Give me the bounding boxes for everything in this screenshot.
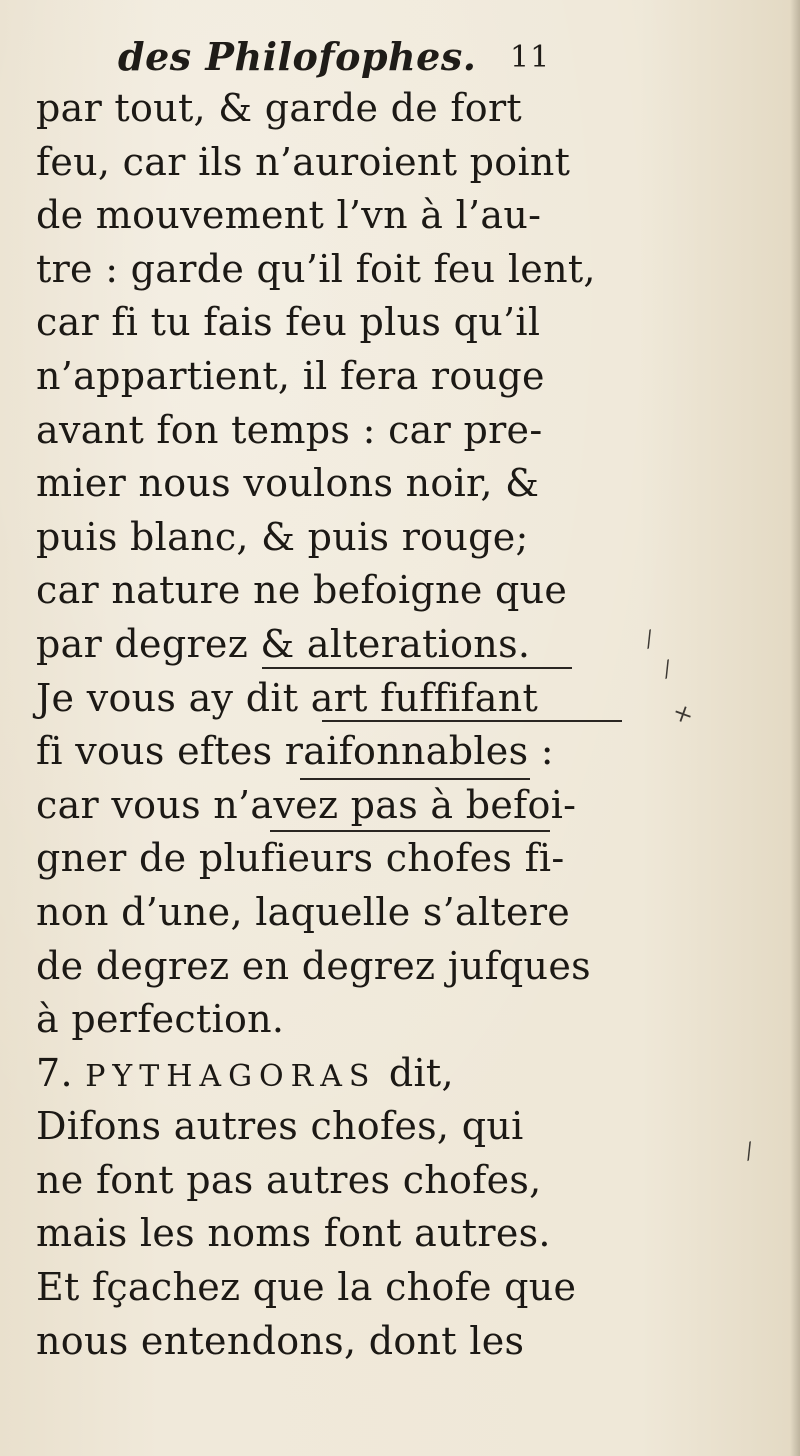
underline-mark: [262, 667, 572, 669]
text-line: fi vous eftes raifonnables :: [36, 729, 554, 774]
text-line: à perfection.: [36, 997, 285, 1042]
text-line: nous entendons, dont les: [36, 1318, 525, 1363]
speaker-name: PYTHAGORAS: [85, 1058, 377, 1094]
body-text: [36, 82, 596, 1368]
margin-mark: ⁄: [742, 1140, 757, 1165]
text-line: par tout, & garde de fort: [36, 86, 522, 130]
running-head: des Philofophes.: [118, 34, 477, 79]
text-line: Et fçachez que la chofe que: [36, 1265, 577, 1310]
speaker-verb: dit,: [376, 1050, 454, 1095]
text-line: ne font pas autres chofes,: [36, 1157, 542, 1202]
text-line: car nature ne befoigne que: [36, 568, 568, 613]
page-edge-shadow: [790, 0, 800, 1456]
text-line: n’appartient, il fera rouge: [36, 353, 545, 398]
page-number: 11: [510, 40, 551, 75]
text-line: gner de plufieurs chofes fi-: [36, 836, 565, 881]
underline-mark: [322, 720, 622, 722]
text-line: car fi tu fais feu plus qu’il: [36, 300, 541, 345]
text-line: puis blanc, & puis rouge;: [36, 514, 529, 559]
text-line: mais les noms font autres.: [36, 1211, 551, 1256]
text-line: de mouvement l’vn à l’au-: [36, 193, 542, 238]
text-line: tre : garde qu’il foit feu lent,: [36, 246, 596, 291]
underline-mark: [270, 830, 550, 832]
text-line: Je vous ay dit art fuffifant: [36, 675, 539, 720]
text-line: Difons autres chofes, qui: [36, 1104, 524, 1149]
text-line: mier nous voulons noir, &: [36, 461, 540, 506]
text-line: non d’une, laquelle s’altere: [36, 889, 571, 934]
section-heading-line: [36, 1047, 596, 1101]
margin-mark: ⁄: [642, 628, 657, 653]
text-line: par degrez & alterations.: [36, 621, 531, 666]
text-line: de degrez en degrez jufques: [36, 943, 591, 988]
underline-mark: [300, 778, 530, 780]
text-line: feu, car ils n’auroient point: [36, 139, 571, 184]
section-number: 7.: [36, 1050, 73, 1095]
text-line: car vous n’avez pas à befoi-: [36, 782, 577, 827]
margin-mark: ×: [669, 699, 697, 730]
margin-mark: ⁄: [660, 658, 675, 683]
text-line: avant fon temps : car pre-: [36, 407, 543, 452]
